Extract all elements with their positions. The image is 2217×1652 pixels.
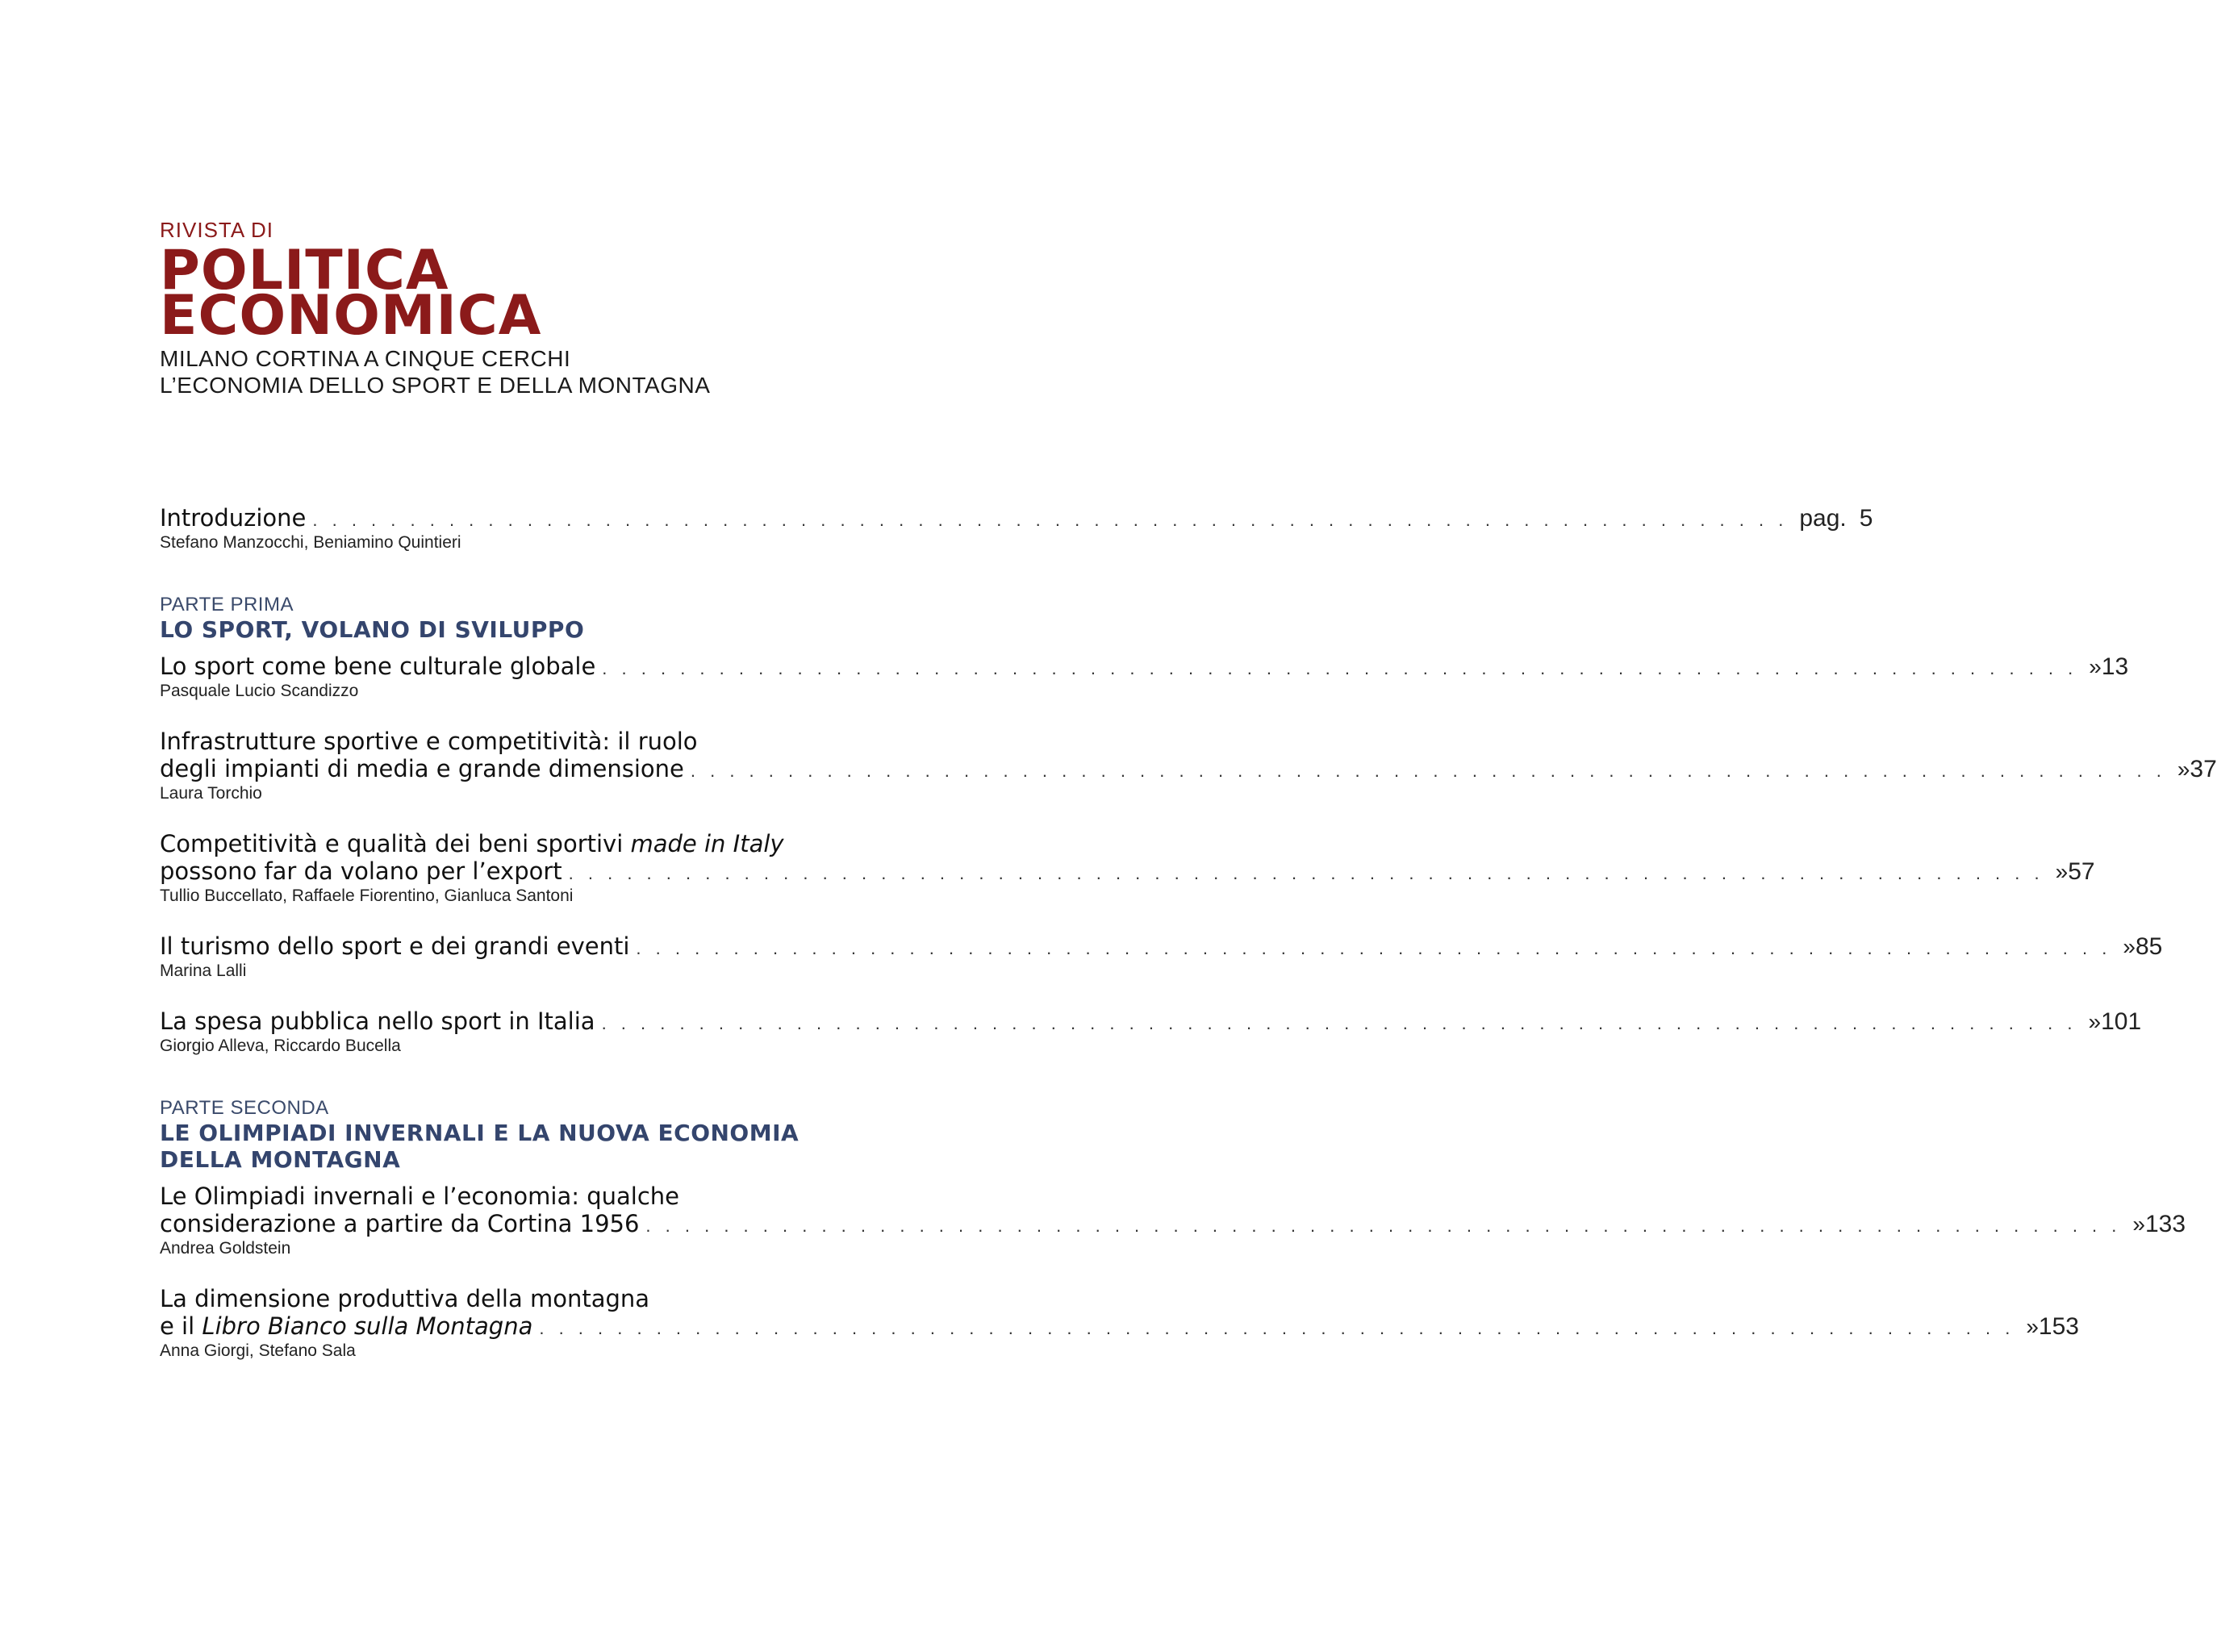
masthead <box>160 218 975 398</box>
page-number: 13 <box>2101 653 2129 680</box>
toc-entry[interactable] <box>160 1285 2079 1362</box>
leader-dots: . . . . . . . . . . . . . . . . . . . . . . . . . . . . . . . . . . . . . . . . . . . . . . . . . . . . . . . . . . . . . . . . . . . . . . . . . . . . <box>568 863 2044 883</box>
masthead-title-line-2: ECONOMICA <box>160 284 542 348</box>
toc-entry-title-line-2: considerazione a partire da Cortina 1956 <box>160 1210 640 1237</box>
toc-entry-title: Il turismo dello sport e dei grandi eventi <box>160 932 630 960</box>
part-2-heading <box>160 1097 975 1173</box>
toc-entry-authors: Stefano Manzocchi, Beniamino Quintieri <box>160 533 461 552</box>
toc-entry-authors: Andrea Goldstein <box>160 1239 291 1258</box>
toc-entry-title-line-2: possono far da volano per l’export <box>160 857 562 885</box>
page-number: 57 <box>2068 858 2095 885</box>
toc-entry-authors: Anna Giorgi, Stefano Sala <box>160 1341 356 1360</box>
toc-entry-title-line-1: Infrastrutture sportive e competitività: il ruolo <box>160 728 698 755</box>
toc-entry-introduzione[interactable] <box>160 504 1873 553</box>
ditto-marker: » <box>2123 934 2136 959</box>
ditto-marker: » <box>2088 1009 2102 1034</box>
toc-entry-line <box>160 857 2095 886</box>
toc-entry-title-line-1 <box>160 830 975 857</box>
toc-entry-title: Lo sport come bene culturale globale <box>160 653 596 680</box>
toc-entry-line <box>160 504 1873 532</box>
page-number: 133 <box>2144 1211 2186 1237</box>
part-title-line-2: DELLA MONTAGNA <box>160 1146 401 1173</box>
toc-entry-authors: Laura Torchio <box>160 784 262 803</box>
toc-entry-line <box>160 755 2217 783</box>
part-title: LO SPORT, VOLANO DI SVILUPPO <box>160 616 585 643</box>
leader-dots: . . . . . . . . . . . . . . . . . . . . . . . . . . . . . . . . . . . . . . . . . . . . . . . . . . . . . . . . . . . . . . . . . . . . . . . . . . . . <box>636 938 2112 958</box>
ditto-marker: » <box>2026 1314 2039 1339</box>
toc-entry-authors: Marina Lalli <box>160 962 247 980</box>
leader-dots: . . . . . . . . . . . . . . . . . . . . . . . . . . . . . . . . . . . . . . . . . . . . . . . . . . . . . . . . . . . . . . . . . . . . . . . . . . . . <box>601 1013 2077 1033</box>
leader-dots: . . . . . . . . . . . . . . . . . . . . . . . . . . . . . . . . . . . . . . . . . . . . . . . . . . . . . . . . . . . . . . . . . . . . . . . . . . . . <box>312 510 1789 530</box>
toc-entry-title-line-1: Le Olimpiadi invernali e l’economia: qualche <box>160 1183 679 1210</box>
toc-entry-line <box>160 1007 2142 1036</box>
leader-dots: . . . . . . . . . . . . . . . . . . . . . . . . . . . . . . . . . . . . . . . . . . . . . . . . . . . . . . . . . . . . . . . . . . . . . . . . . . . . <box>539 1318 2015 1338</box>
toc-entry-line <box>160 932 2163 961</box>
title-italic-text: Libro Bianco sulla Montagna <box>202 1312 533 1340</box>
toc-entry-title: La spesa pubblica nello sport in Italia <box>160 1007 595 1035</box>
leader-dots: . . . . . . . . . . . . . . . . . . . . . . . . . . . . . . . . . . . . . . . . . . . . . . . . . . . . . . . . . . . . . . . . . . . . . . . . . . . . <box>602 658 2078 678</box>
table-of-contents <box>160 504 2217 1362</box>
part-1-heading <box>160 594 975 643</box>
toc-entry[interactable] <box>160 653 2129 702</box>
ditto-marker: » <box>2089 654 2102 679</box>
leader-dots: . . . . . . . . . . . . . . . . . . . . . . . . . . . . . . . . . . . . . . . . . . . . . . . . . . . . . . . . . . . . . . . . . . . . . . . . . . . . <box>645 1216 2122 1236</box>
toc-entry-title-line-2: degli impianti di media e grande dimensione <box>160 755 684 782</box>
masthead-subtitle-line-2: L’ECONOMIA DELLO SPORT E DELLA MONTAGNA <box>160 373 711 398</box>
page-number: 101 <box>2101 1008 2142 1035</box>
toc-entry-line <box>160 1312 2079 1341</box>
toc-entry-authors: Tullio Buccellato, Raffaele Fiorentino, Gianluca Santoni <box>160 886 574 905</box>
toc-entry-authors: Pasquale Lucio Scandizzo <box>160 682 359 700</box>
leader-dots: . . . . . . . . . . . . . . . . . . . . . . . . . . . . . . . . . . . . . . . . . . . . . . . . . . . . . . . . . . . . . . . . . . . . . . . . . . . . <box>690 761 2166 781</box>
toc-entry[interactable] <box>160 932 2163 982</box>
toc-entry-title-line-1: La dimensione produttiva della montagna <box>160 1285 650 1312</box>
toc-entry[interactable] <box>160 728 2217 804</box>
part-title-line-1: LE OLIMPIADI INVERNALI E LA NUOVA ECONOMIA <box>160 1120 800 1146</box>
title-italic-text: made in Italy <box>630 830 784 857</box>
toc-entry-line <box>160 1210 2186 1238</box>
page-number: 5 <box>1859 505 1873 532</box>
masthead-kicker: RIVISTA DI <box>160 218 273 242</box>
ditto-marker: » <box>2132 1212 2145 1237</box>
page-number: 153 <box>2038 1313 2079 1340</box>
part-label: PARTE PRIMA <box>160 594 294 615</box>
toc-entry-line <box>160 653 2129 681</box>
title-text: e il <box>160 1312 202 1340</box>
page-number: 85 <box>2135 933 2163 960</box>
toc-entry[interactable] <box>160 830 2095 907</box>
toc-entry-title-line-2 <box>160 1312 532 1340</box>
part-label: PARTE SECONDA <box>160 1097 329 1119</box>
toc-entry-title: Introduzione <box>160 504 307 532</box>
toc-entry[interactable] <box>160 1183 2186 1259</box>
masthead-title-line-1: POLITICA <box>160 239 449 302</box>
masthead-subtitle-line-1: MILANO CORTINA A CINQUE CERCHI <box>160 346 571 371</box>
title-text: Competitività e qualità dei beni sportivi <box>160 830 631 857</box>
document-page <box>160 218 2217 1360</box>
page-marker: pag. <box>1799 505 1847 532</box>
ditto-marker: » <box>2177 757 2190 782</box>
ditto-marker: » <box>2055 859 2069 884</box>
toc-entry-authors: Giorgio Alleva, Riccardo Bucella <box>160 1037 401 1055</box>
page-number: 37 <box>2190 756 2217 782</box>
toc-entry[interactable] <box>160 1007 2142 1057</box>
